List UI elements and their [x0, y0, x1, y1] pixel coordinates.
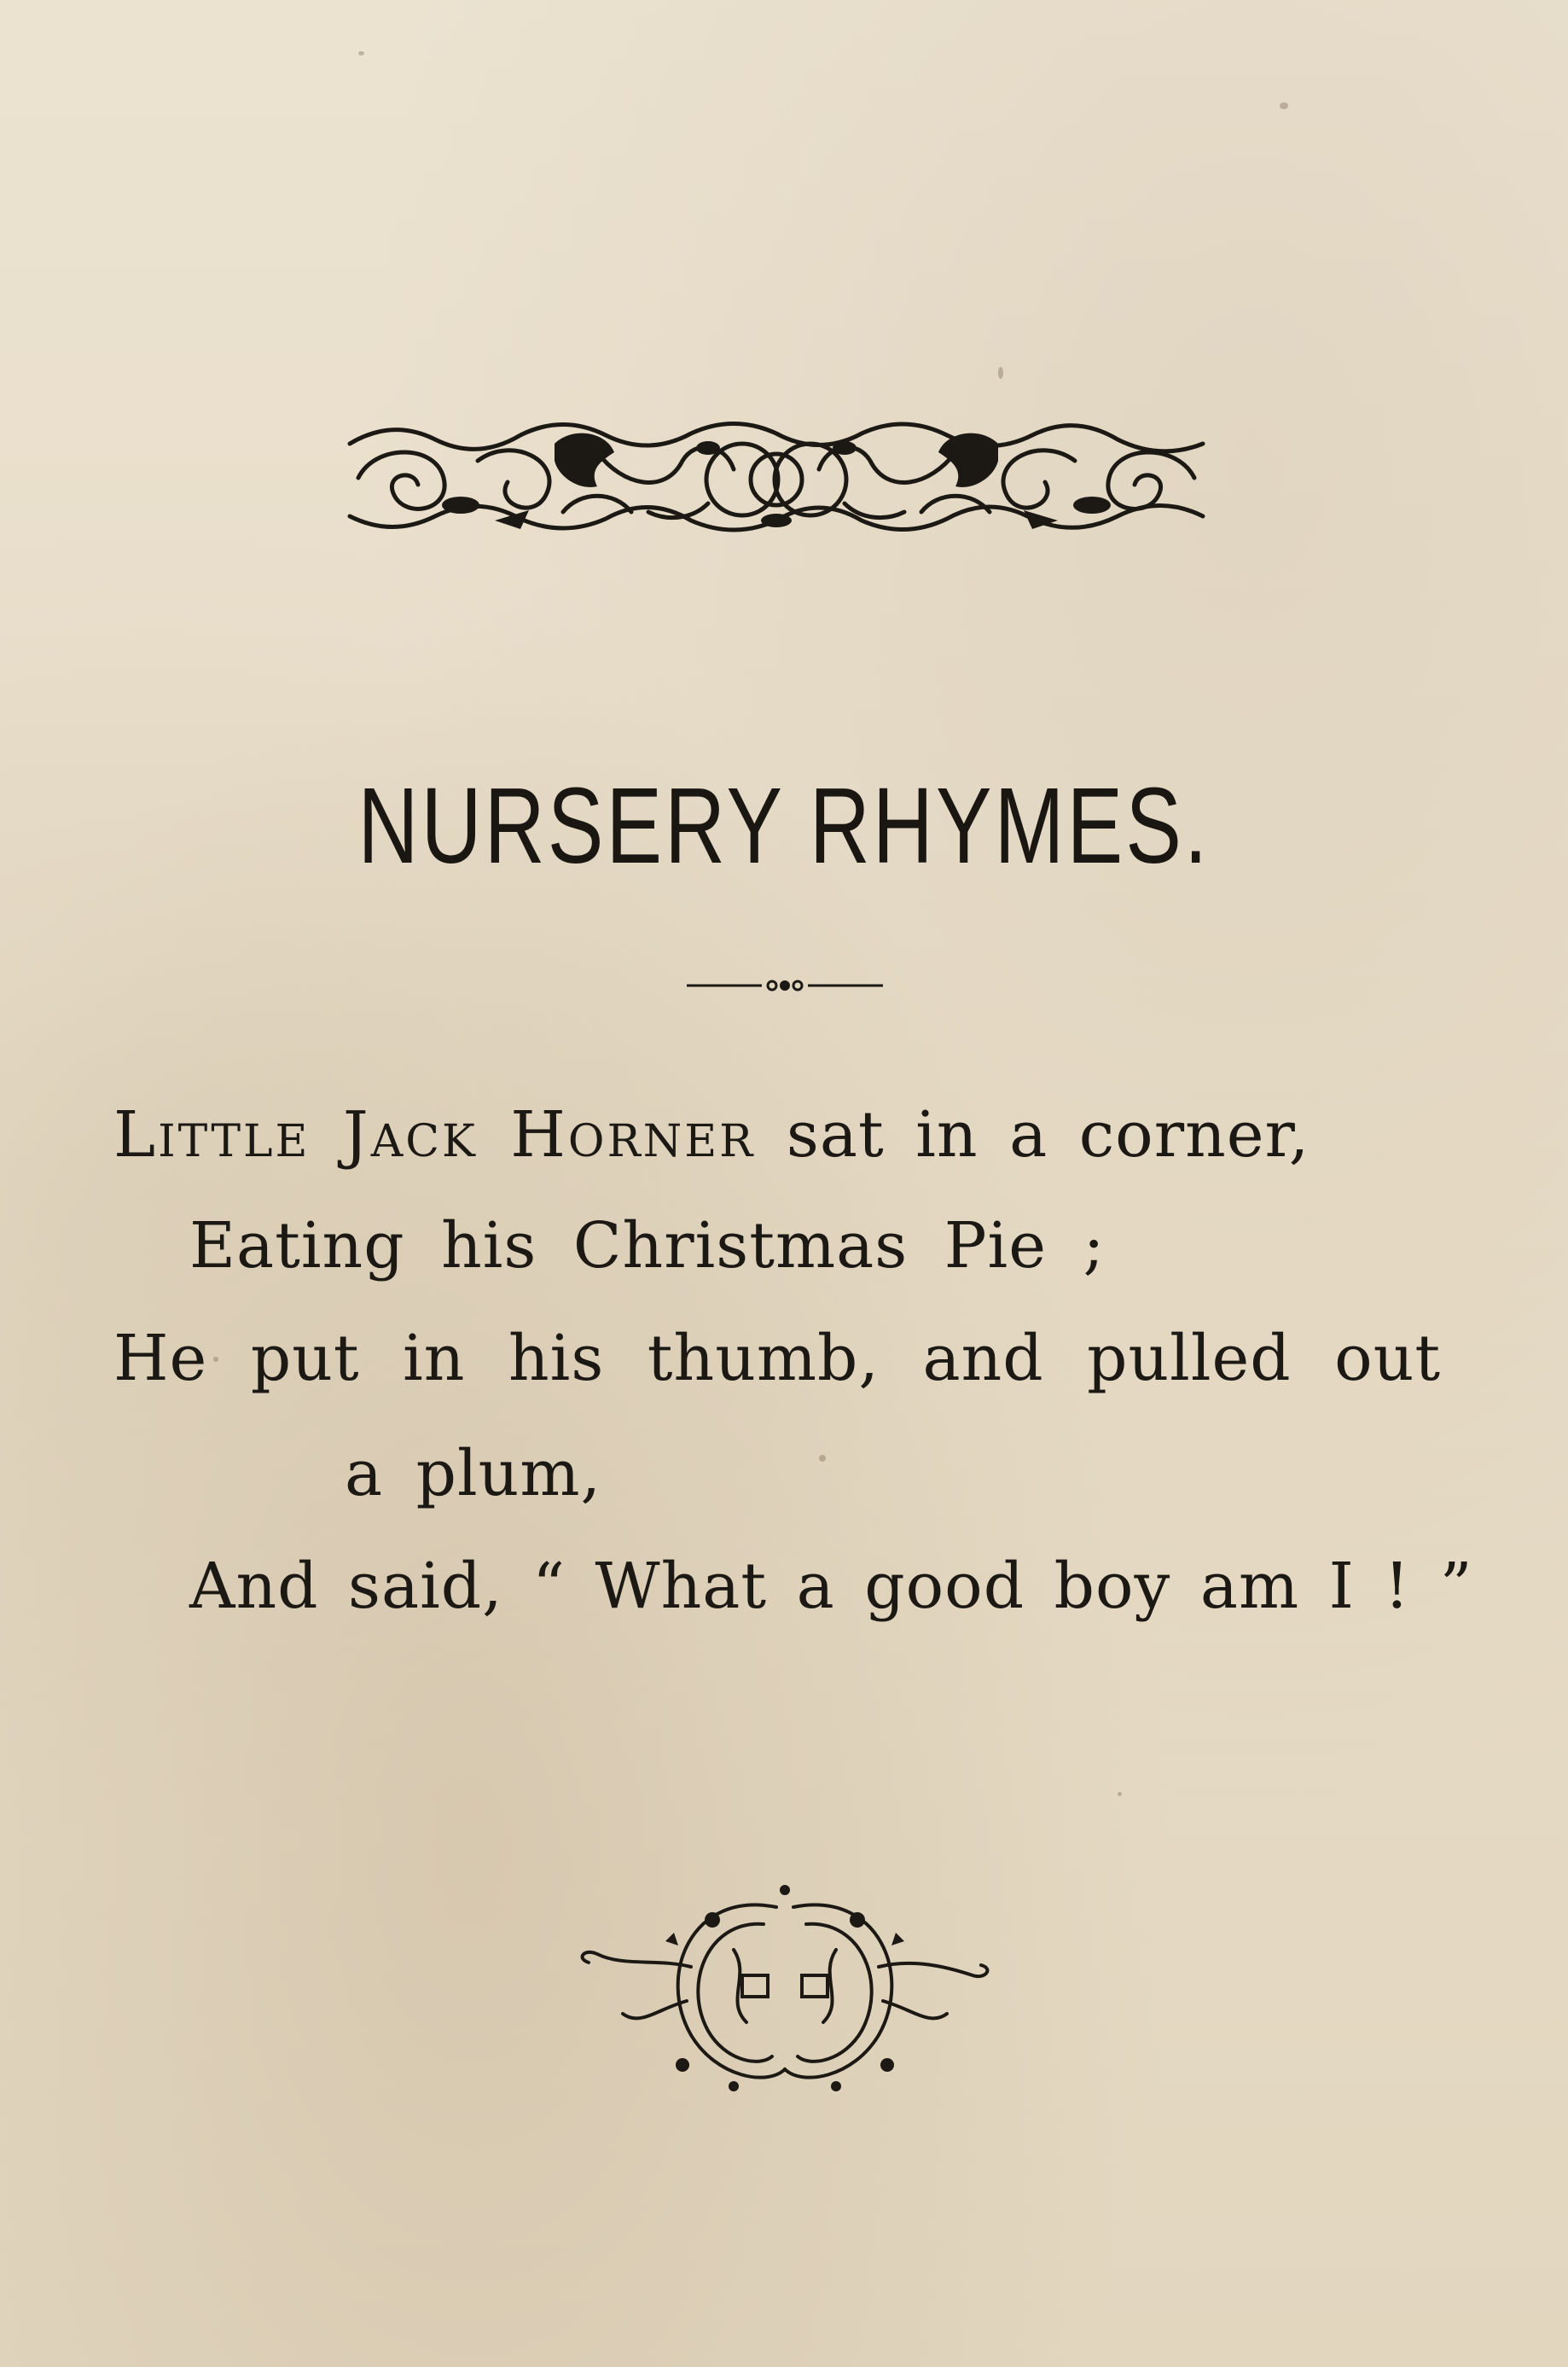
poem-line-4: a plum, — [345, 1437, 602, 1510]
poem-line-1-rest: sat in a corner, — [786, 1098, 1310, 1172]
floral-monogram-tailpiece-icon — [563, 1873, 1007, 2112]
page-title: NURSERY RHYMES. — [357, 765, 1211, 886]
poem-line-5: And said, “ What a good boy am I ! ” — [189, 1550, 1473, 1623]
poem-line-3: He put in his thumb, and pulled out — [113, 1322, 1442, 1395]
poem-line-1 — [113, 1098, 1310, 1172]
poem-line-1-smallcaps: Little Jack Horner — [113, 1098, 756, 1172]
poem-line-2: Eating his Christmas Pie ; — [189, 1209, 1106, 1282]
